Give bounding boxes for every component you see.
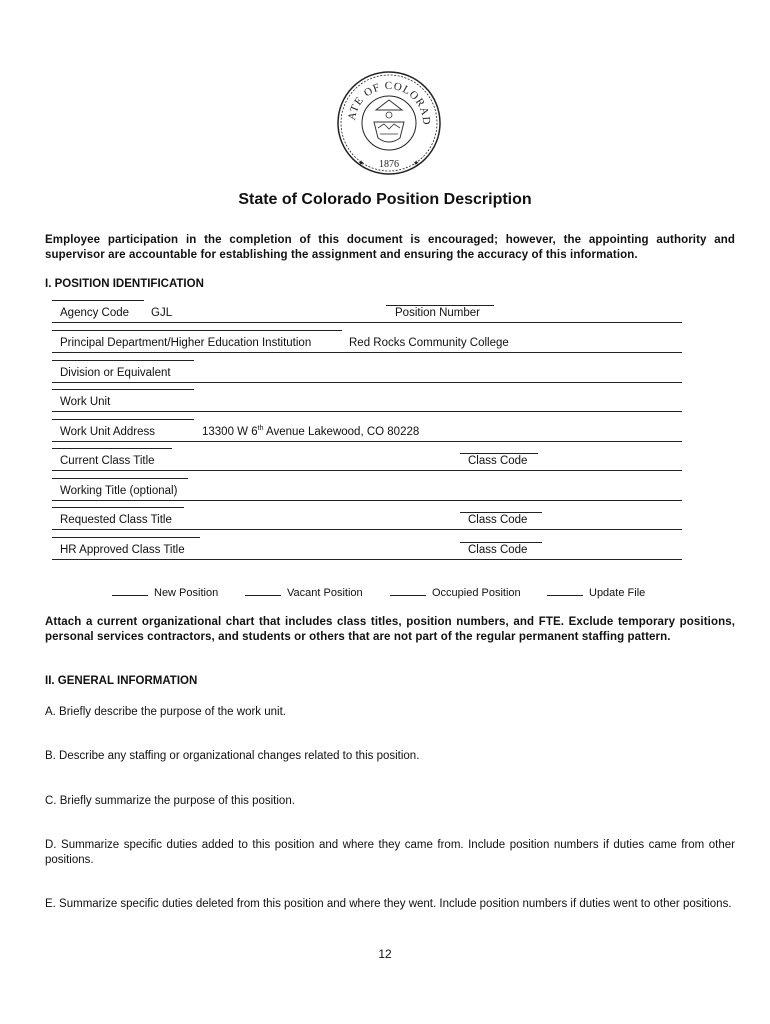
- svg-text:STATE OF COLORADO: [336, 70, 432, 126]
- question-d: D. Summarize specific duties added to this position and where they came from. Include position numbers if duties came from other positions.: [45, 839, 735, 866]
- working-title-label: Working Title (optional): [60, 485, 178, 497]
- position-number-label: Position Number: [395, 307, 481, 319]
- vacant-position-option[interactable]: Vacant Position: [245, 586, 363, 599]
- hr-approved-label: HR Approved Class Title: [60, 544, 185, 556]
- current-class-label: Current Class Title: [60, 455, 155, 467]
- hr-approved-row: [52, 537, 682, 560]
- attach-note: Attach a current organizational chart that includes class titles, position numbers, and FTE. Exclude temporary positions, personal services contractors, and students or others that are not part of the regular permanent staffing pattern.: [45, 616, 735, 643]
- division-label: Division or Equivalent: [60, 367, 171, 379]
- work-unit-row: [52, 389, 682, 412]
- working-title-row: [52, 478, 682, 501]
- agency-code-field[interactable]: GJL: [151, 307, 173, 319]
- principal-dept-label: Principal Department/Higher Education Institution: [60, 337, 312, 349]
- state-seal-icon: [336, 70, 442, 176]
- seal-year: 1876: [379, 159, 399, 170]
- class-code-label-2: Class Code: [468, 514, 528, 526]
- work-unit-address-row: [52, 419, 682, 442]
- class-code-label-3: Class Code: [468, 544, 528, 556]
- question-c: C. Briefly summarize the purpose of this position.: [45, 795, 295, 807]
- current-class-row: [52, 448, 682, 471]
- intro-paragraph: Employee participation in the completion of this document is encouraged; however, the appointing authority and supervisor are accountable for establishing the assignment and ensuring the accuracy of this information.: [45, 234, 735, 261]
- section-2-heading: II. GENERAL INFORMATION: [45, 675, 198, 687]
- principal-dept-field[interactable]: Red Rocks Community College: [349, 337, 509, 349]
- new-position-option[interactable]: New Position: [112, 586, 218, 599]
- update-file-option[interactable]: Update File: [547, 586, 645, 599]
- agency-code-row: [52, 300, 682, 323]
- principal-dept-row: [52, 330, 682, 353]
- svg-text:★: ★: [358, 160, 365, 167]
- question-b: B. Describe any staffing or organizational changes related to this position.: [45, 750, 420, 762]
- work-unit-address-label: Work Unit Address: [60, 426, 156, 438]
- page-title: State of Colorado Position Description: [238, 191, 532, 208]
- question-a: A. Briefly describe the purpose of the work unit.: [45, 706, 286, 718]
- section-1-heading: I. POSITION IDENTIFICATION: [45, 278, 204, 290]
- svg-text:★: ★: [413, 160, 420, 167]
- requested-class-label: Requested Class Title: [60, 514, 172, 526]
- seal-text: ATE OF COLORAD: [346, 79, 433, 126]
- division-row: [52, 360, 682, 383]
- requested-class-row: [52, 507, 682, 530]
- occupied-position-option[interactable]: Occupied Position: [390, 586, 521, 599]
- work-unit-label: Work Unit: [60, 396, 111, 408]
- agency-code-label: Agency Code: [60, 307, 130, 319]
- work-unit-address-field[interactable]: 13300 W 6th Avenue Lakewood, CO 80228: [202, 425, 420, 438]
- page-number: 12: [378, 947, 392, 961]
- question-e: E. Summarize specific duties deleted from this position and where they went. Include position numbers if duties went to other positions.: [45, 898, 732, 910]
- class-code-label-1: Class Code: [468, 455, 528, 467]
